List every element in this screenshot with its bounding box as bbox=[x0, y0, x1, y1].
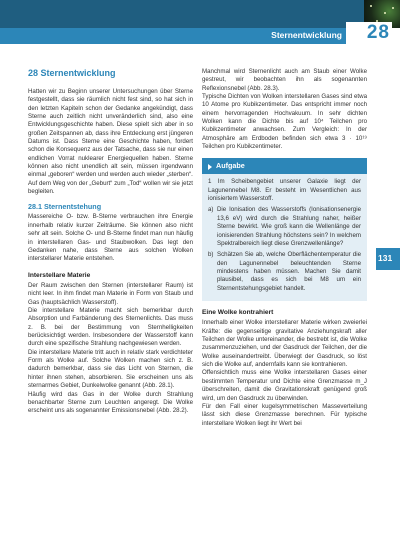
star-dot bbox=[370, 5, 372, 7]
page-number: 131 bbox=[378, 253, 393, 263]
star-dot bbox=[384, 12, 386, 14]
subsection-title: Eine Wolke kontrahiert bbox=[202, 308, 274, 316]
left-column bbox=[28, 68, 193, 416]
header-top-band bbox=[0, 0, 400, 28]
running-head: Sternentwicklung bbox=[271, 30, 342, 40]
subsection-paragraph: Offensichtlich muss eine Wolke interstellaren Gases einer bestimmten Temperatur und Dichte eine Grenzmasse m_J überschreiten, damit die Gravitationskraft genügend groß wird, um den Gasdruck zu überwinden. bbox=[202, 369, 367, 402]
item-label: b) bbox=[208, 251, 214, 259]
section-title: 28.1 Sternentstehung bbox=[28, 202, 102, 212]
subsection-paragraph: Der Raum zwischen den Sternen (interstellarer Raum) ist nicht leer. In ihm findet man Materie in Form von Staub und Gas (hauptsächlich Wasserstoff). bbox=[28, 282, 193, 306]
subsection-paragraph: Die interstellare Materie macht sich bemerkbar durch Absorption und Farbänderung des Sternenlichts. Das muss z. B. bei der Bestimmung von Sternhelligkeiten berücksichtigt werden. Insbesondere der Wasserstoff kann durch eine spezifische Strahlung nachgewiesen werden. bbox=[28, 307, 193, 348]
exercise-item-a bbox=[202, 205, 367, 250]
subsection-paragraph: Die interstellare Materie tritt auch in relativ stark verdichteter Form als Wolke auf. Solche Wolken machen sich z. B. dadurch bemerkbar, dass sie das Licht von Sternen, die hinter ihnen stehen, absorbieren. Sie erscheinen uns als sternarmes Gebiet, Dunkelwolke genannt (Abb. 28.1). bbox=[28, 348, 193, 390]
exercise-item-b bbox=[202, 250, 367, 295]
subsection-paragraph: Für den Fall einer kugelsymmetrischen Masseverteilung lässt sich diese Grenzmasse berechnen. Für typische interstellare Wolken liegt ihr Wert bei bbox=[202, 402, 367, 427]
item-label: a) bbox=[208, 206, 214, 214]
chapter-title: 28 Sternentwicklung bbox=[28, 68, 116, 78]
exercise-box bbox=[202, 158, 367, 300]
intro-paragraph: Hatten wir zu Beginn unserer Untersuchungen über Sterne festgestellt, dass sie räumlich nicht fest sind, so hat sich in den letzten Kapiteln schon der Gedanke angekündigt, dass Sterne auch zeitlich nicht unveränderlich sind, also eine Entwicklungsgeschichte haben. Diese spielt sich aber in so großen Zeitspannen ab, dass ihre Entdeckung erst jüngeren Datums ist. Dass Sterne eine Geschichte haben, fordert schon die Konsequenz aus der Tatsache, dass sie nur einen endlichen Vorrat nuklearer Energiequellen haben. Sterne können also nicht unendlich alt sein, müssen irgendwann einmal „geboren“ werden und werden auch wieder „sterben“. bbox=[28, 88, 193, 179]
exercise-header bbox=[202, 158, 367, 174]
star-dot bbox=[392, 7, 394, 9]
play-triangle-icon bbox=[208, 164, 212, 170]
section-paragraph: Massereiche O- bzw. B-Sterne verbrauchen ihre Energie innerhalb relativ kurzer Zeiträume. Sie können also nicht sehr alt sein. Solche O- und B-Sterne findet man nun häufig in interstellaren Gas- und Staubwolken. Das legt den Gedanken nahe, dass Sterne aus solchen Wolken interstellarer Materie entstehen. bbox=[28, 213, 193, 263]
subsection-title: Interstellare Materie bbox=[28, 271, 91, 279]
paragraph: Typische Dichten von Wolken interstellaren Gases sind etwa 10 Atome pro Kubikzentimeter. Das entspricht immer noch einem hervorragenden Hochvakuum. In sehr dichten Wolken kann die Dichte bis auf 10⁴ Teilchen pro Kubikzentimeter anwachsen. Zum Vergleich: In der Atmosphäre am Erdboden befinden sich etwa 3 · 10¹⁹ Teilchen pro Kubikzentimeter. bbox=[202, 93, 367, 151]
subsection-paragraph: Innerhalb einer Wolke interstellarer Materie wirken zweierlei Kräfte: die gegenseitige gravitative Anziehungskraft aller Teilchen der Wolke untereinander, die bestrebt ist, die Wolke zusammenzuziehen, und der Gasdruck der Teilchen, der die Wolke auseinandertreibt. Überwiegt der Gasdruck, so löst sich die Wolke auf, andernfalls kann sie kontrahieren. bbox=[202, 319, 367, 369]
item-text: Schätzen Sie ab, welche Oberflächentemperatur die den Lagunennebel beleuchtenden Sterne mindestens haben müssen. Machen Sie damit plausibel, dass es sich bei M8 um ein Sternentstehungsgebiet handelt. bbox=[217, 251, 361, 292]
exercise-intro: 1 Im Scheibengebiet unserer Galaxie liegt der Lagunennebel M8. Er besteht im Wesentlichen aus ionisiertem Wasserstoff. bbox=[208, 178, 361, 203]
subsection-paragraph: Häufig wird das Gas in der Wolke durch Strahlung benachbarter Sterne zum Leuchten angeregt. Die Wolke erscheint uns als sogenannter Emissionsnebel (Abb. 28.2). bbox=[28, 390, 193, 415]
intro-paragraph-2: Auf dem Weg von der „Geburt“ zum „Tod“ wollen wir sie jetzt begleiten. bbox=[28, 179, 193, 196]
right-column bbox=[202, 68, 367, 428]
exercise-heading: Aufgabe bbox=[216, 161, 245, 171]
item-text: Die Ionisation des Wasserstoffs (Ionisationsenergie 13,6 eV) wird durch die Strahlung naher, heißer Sterne bewirkt. Wie groß kann die Wellenlänge der ionisierenden Strahlung höchstens sein? In welchem Spektralbereich liegt diese Grenzwellenlänge? bbox=[217, 206, 361, 247]
chapter-number: 28 bbox=[366, 22, 390, 43]
paragraph: Manchmal wird Sternenlicht auch am Staub einer Wolke gestreut, wir beobachten ihn als sogenannten Reflexionsnebel (Abb. 28.3). bbox=[202, 68, 367, 92]
